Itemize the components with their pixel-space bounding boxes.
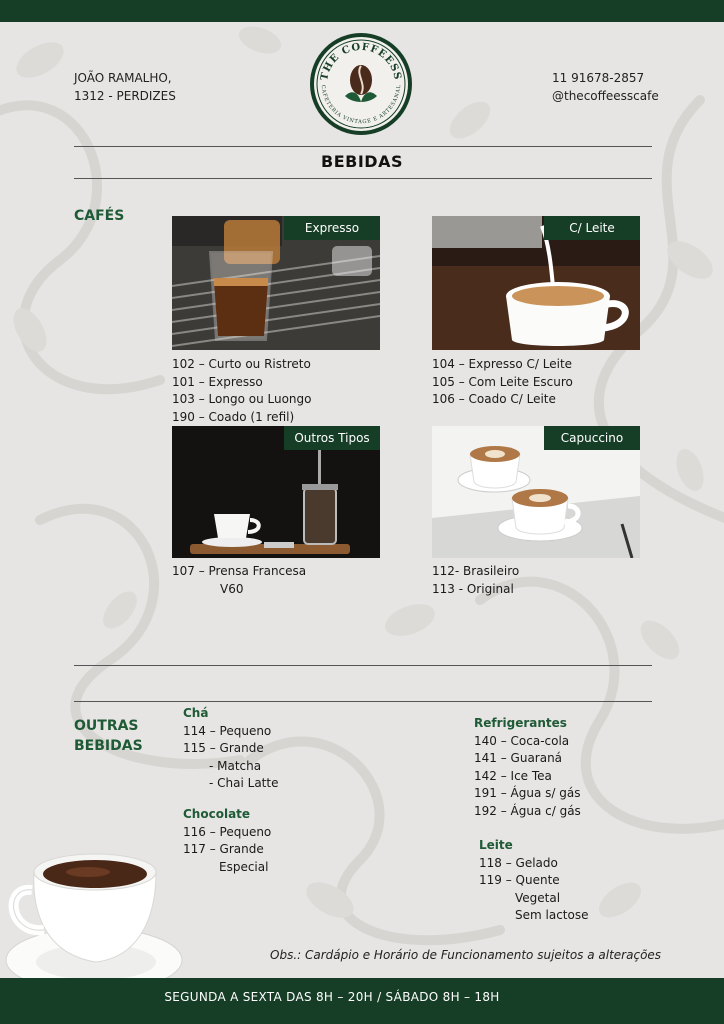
list-item: 115 – Grande: [183, 741, 264, 755]
list-item: 190 – Coado (1 refil): [172, 409, 295, 424]
list-item: 141 – Guaraná: [474, 751, 563, 765]
capuccino-list: [432, 563, 519, 598]
page-title: BEBIDAS: [321, 152, 403, 171]
expresso-photo: [172, 216, 380, 350]
list-item: 114 – Pequeno: [183, 723, 272, 738]
list-item: 104 – Expresso C/ Leite: [432, 357, 573, 371]
leite-heading: Leite: [479, 838, 513, 852]
list-item: V60: [220, 581, 244, 596]
expresso-list: [172, 356, 311, 426]
divider: [74, 665, 652, 666]
list-item: 106 – Coado C/ Leite: [432, 392, 556, 406]
outras-label-line-2: BEBIDAS: [74, 738, 143, 754]
address-line-2: 1312 - PERDIZES: [74, 89, 176, 103]
list-item: 191 – Água s/ gás: [474, 786, 581, 800]
refrigerantes-list: [474, 715, 581, 820]
tag-com-leite: C/ Leite: [544, 216, 640, 240]
refrigerantes-heading: Refrigerantes: [474, 716, 567, 730]
list-item: 116 – Pequeno: [183, 824, 272, 839]
list-item: 118 – Gelado: [479, 855, 558, 870]
the-coffeess-logo: [309, 32, 413, 136]
contact-info: [552, 69, 659, 105]
chocolate-heading: Chocolate: [183, 807, 251, 821]
list-item: 107 – Prensa Francesa: [172, 564, 307, 578]
address-line-1: JOÃO RAMALHO,: [74, 71, 172, 85]
list-item: 119 – Quente: [479, 873, 560, 887]
coffee-cup-illustration: [4, 850, 184, 995]
list-item: 102 – Curto ou Ristreto: [172, 357, 311, 371]
tag-capuccino: Capuccino: [544, 426, 640, 450]
observation-note: Obs.: Cardápio e Horário de Funcionamento sujeitos a alterações: [270, 948, 662, 962]
cafes-section-label: CAFÉS: [74, 208, 125, 224]
divider: [74, 146, 652, 147]
list-item: 101 – Expresso: [172, 374, 263, 389]
instagram-handle: @thecoffeesscafe: [552, 89, 659, 103]
list-item: 192 – Água c/ gás: [474, 803, 581, 818]
top-band: [0, 0, 724, 22]
cha-list: [183, 705, 278, 793]
list-item: 113 - Original: [432, 581, 514, 596]
list-item: 140 – Coca-cola: [474, 733, 570, 748]
cafe-com-leite-photo: [432, 216, 640, 350]
opening-hours: SEGUNDA A SEXTA DAS 8H – 20H / SÁBADO 8H – 18H: [164, 990, 500, 1004]
footer-opening-hours: [0, 990, 724, 1004]
logo-name: THE COFFEESS: [319, 41, 403, 82]
outras-bebidas-section-label: [74, 716, 143, 756]
logo-tagline: CAFETERIA VINTAGE E ARTESANAL: [319, 84, 403, 126]
chocolate-list: [183, 806, 271, 876]
list-item: 117 – Grande: [183, 842, 264, 856]
tag-outros-tipos: Outros Tipos: [284, 426, 380, 450]
divider: [74, 178, 652, 179]
list-item: 142 – Ice Tea: [474, 768, 552, 783]
outros-tipos-list: [172, 563, 306, 598]
list-item: 112- Brasileiro: [432, 564, 520, 578]
com-leite-list: [432, 356, 573, 409]
divider: [74, 701, 652, 702]
list-item: Especial: [219, 859, 269, 874]
list-item: - Matcha: [209, 758, 262, 773]
address: [74, 69, 176, 105]
outros-tipos-photo: [172, 426, 380, 558]
outras-label-line-1: OUTRAS: [74, 718, 139, 734]
list-item: 103 – Longo ou Luongo: [172, 392, 312, 406]
capuccino-photo: [432, 426, 640, 558]
leite-list: [479, 837, 588, 925]
phone: 11 91678-2857: [552, 71, 645, 85]
list-item: Vegetal: [515, 890, 561, 905]
list-item: 105 – Com Leite Escuro: [432, 374, 573, 389]
list-item: Sem lactose: [515, 908, 589, 922]
list-item: - Chai Latte: [209, 776, 279, 790]
tag-expresso: Expresso: [284, 216, 380, 240]
cha-heading: Chá: [183, 706, 209, 720]
